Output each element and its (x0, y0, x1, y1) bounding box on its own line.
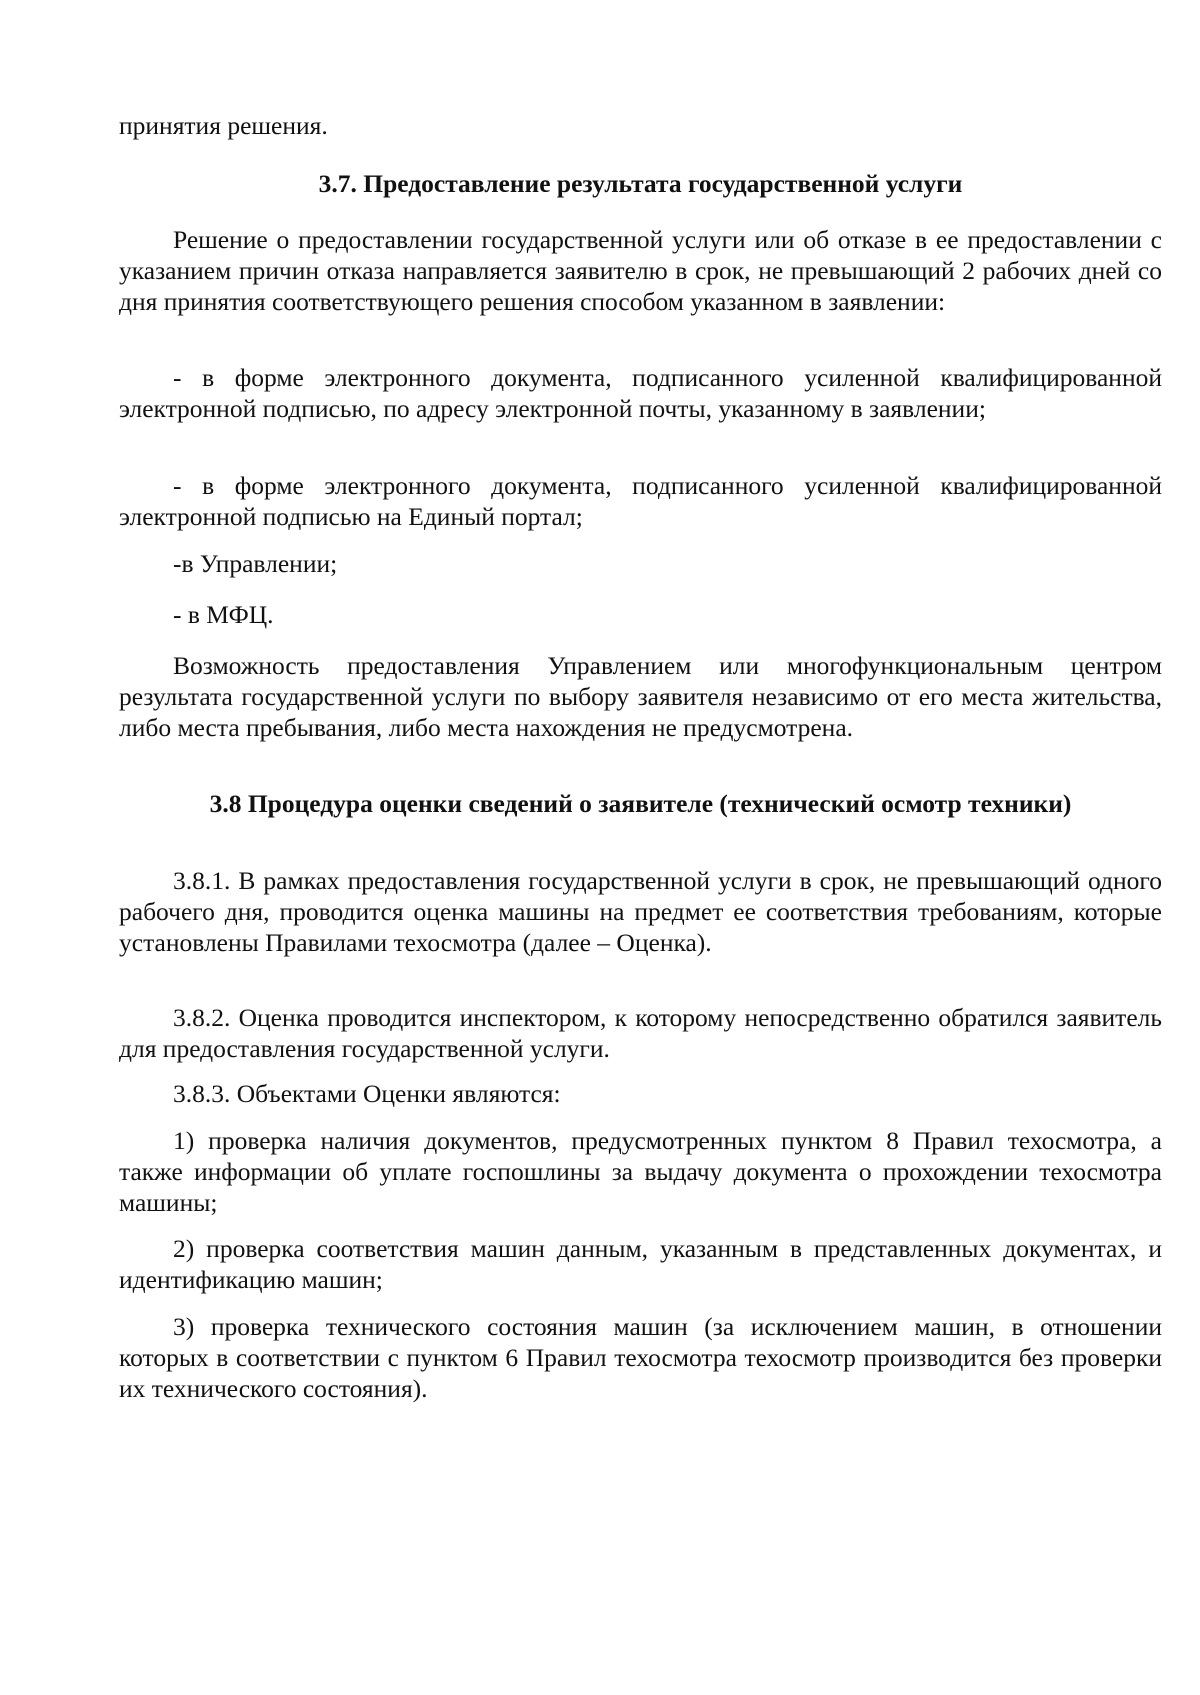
delivery-item-portal: - в форме электронного документа, подписанного усиленной квалифицированной электронной подписью на Единый портал; (119, 471, 1162, 531)
delivery-item-department: -в Управлении; (173, 549, 338, 578)
section-3-7-heading: 3.7. Предоставление результата государственной услуги (318, 169, 963, 198)
section-3-7-paragraph-2: Возможность предоставления Управлением или многофункциональным центром результата государственной услуги по выбору заявителя независимо от его места жительства, либо места пребывания, либо места нахождения не предусмотрена. (119, 651, 1162, 742)
paragraph-3-8-3: 3.8.3. Объектами Оценки являются: (173, 1079, 561, 1108)
paragraph-3-8-2: 3.8.2. Оценка проводится инспектором, к которому непосредственно обратился заявитель для предоставления государственной услуги. (119, 1003, 1162, 1063)
intro-tail-text: принятия решения. (119, 111, 328, 140)
assessment-item-1: 1) проверка наличия документов, предусмотренных пунктом 8 Правил техосмотра, а также информации об уплате госпошлины за выдачу документа о прохождении техосмотра машины; (119, 1126, 1162, 1217)
section-3-7-paragraph-1: Решение о предоставлении государственной услуги или об отказе в ее предоставлении с указанием причин отказа направляется заявителю в срок, не превышающий 2 рабочих дней со дня принятия соответствующего решения способом указанном в заявлении: (119, 225, 1162, 316)
paragraph-3-8-1: 3.8.1. В рамках предоставления государственной услуги в срок, не превышающий одного рабочего дня, проводится оценка машины на предмет ее соответствия требованиям, которые установлены Правилами техосмотра (далее – Оценка). (119, 866, 1162, 957)
assessment-item-2: 2) проверка соответствия машин данным, указанным в представленных документах, и идентификацию машин; (119, 1234, 1162, 1294)
section-3-8-heading: 3.8 Процедура оценки сведений о заявителе (технический осмотр техники) (209, 789, 1072, 818)
delivery-item-mfc: - в МФЦ. (173, 600, 274, 629)
assessment-item-3: 3) проверка технического состояния машин (за исключением машин, в отношении которых в соответствии с пунктом 6 Правил техосмотра техосмотр производится без проверки их технического состояния). (119, 1312, 1162, 1403)
delivery-item-email: - в форме электронного документа, подписанного усиленной квалифицированной электронной подписью, по адресу электронной почты, указанному в заявлении; (119, 363, 1162, 423)
